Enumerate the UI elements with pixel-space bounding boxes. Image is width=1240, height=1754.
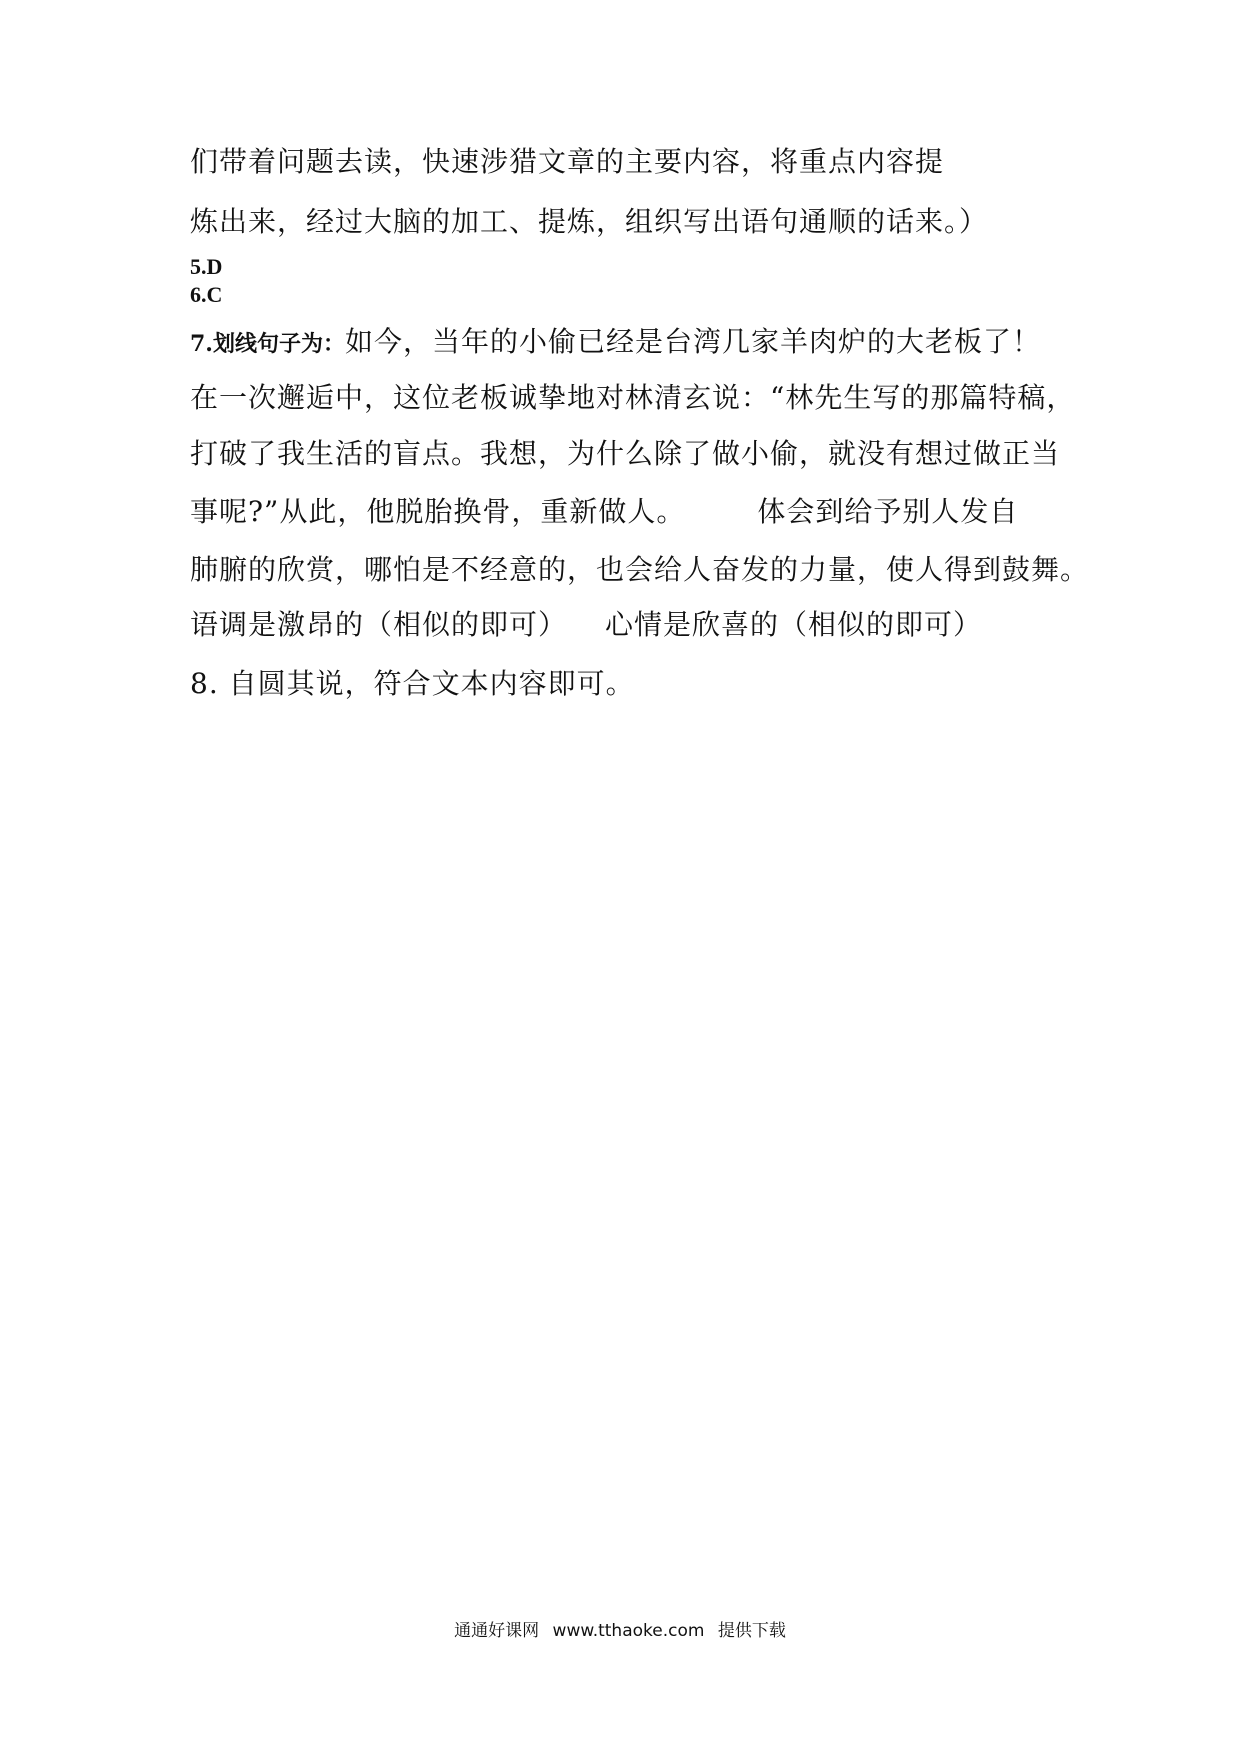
answer-8: 8. 自圆其说，符合文本内容即可。 <box>190 667 635 700</box>
answer-7-text: 事呢?”从此，他脱胎换骨，重新做人。 <box>190 495 686 528</box>
footer-url: www.tthaoke.com <box>552 1621 705 1641</box>
answer-7-label: 7.划线句子为： <box>190 331 345 357</box>
page-footer <box>0 1620 1240 1642</box>
answer-7-line <box>190 492 1018 532</box>
answer-7-line: 打破了我生活的盲点。我想，为什么除了做小偷，就没有想过做正当 <box>190 437 1061 470</box>
paragraph-line: 们带着问题去读，快速涉猎文章的主要内容，将重点内容提 <box>190 145 945 178</box>
footer-site-name: 通通好课网 <box>454 1621 540 1641</box>
answer-7-line: 肺腑的欣赏，哪怕是不经意的，也会给人奋发的力量，使人得到鼓舞。 <box>190 553 1090 586</box>
answer-7-text: 如今，当年的小偷已经是台湾几家羊肉炉的大老板了！ <box>344 325 1041 358</box>
answer-5: 5.D <box>190 254 223 279</box>
answer-7-line <box>190 605 982 645</box>
answer-7-line: 在一次邂逅中，这位老板诚挚地对林清玄说：“林先生写的那篇特稿， <box>190 381 1076 414</box>
answer-7-line <box>190 322 1041 364</box>
footer-suffix: 提供下载 <box>717 1621 786 1641</box>
answer-7-text: 心情是欣喜的（相似的即可） <box>605 608 983 641</box>
paragraph-line: 炼出来，经过大脑的加工、提炼，组织写出语句通顺的话来。） <box>190 205 989 238</box>
answer-6: 6.C <box>190 282 223 307</box>
answer-7-text: 体会到给予别人发自 <box>757 495 1019 528</box>
answer-7-text: 语调是激昂的（相似的即可） <box>190 608 568 641</box>
